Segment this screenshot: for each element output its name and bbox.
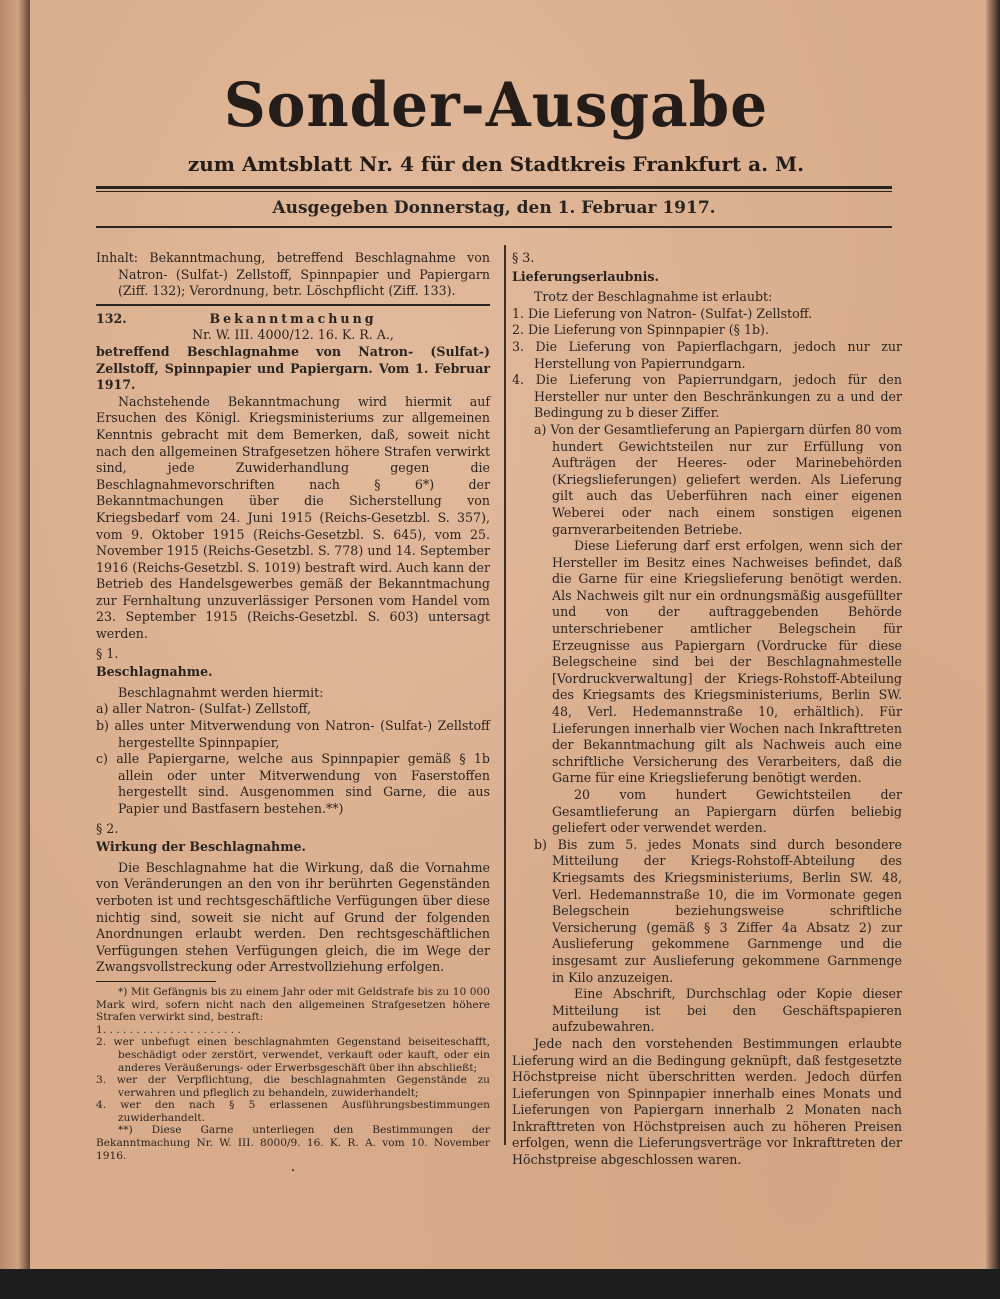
footnote-2: **) Diese Garne unterliegen den Bestimmungen der Bekanntmachung Nr. W. III. 8000/9. 16. K. R. A. vom 10. November 1916.	[96, 1124, 490, 1162]
footnote-1: *) Mit Gefängnis bis zu einem Jahr oder mit Geldstrafe bis zu 10 000 Mark wird, sofern nicht nach den allgemeinen Strafgesetzen höhere Strafen verwirkt sind, bestraft:	[96, 985, 490, 1024]
section-3-item-1: 1. Die Lieferung von Natron- (Sulfat-) Zellstoff.	[512, 305, 813, 321]
left-column	[96, 250, 490, 1175]
notice-subject: betreffend Beschlagnahme von Natron- (Sulfat-) Zellstoff, Spinnpapier und Papiergarn. Vom 1. Februar 1917.	[96, 343, 490, 393]
section-2-number: § 2.	[96, 820, 119, 836]
section-1-number: § 1.	[96, 645, 119, 661]
section-3-item-2: 2. Die Lieferung von Spinnpapier (§ 1b).	[512, 322, 769, 338]
notice-heading: Bekanntmachung	[209, 310, 377, 326]
section-1-item-b: b) alles unter Mitverwendung von Natron- (Sulfat-) Zellstoff hergestellte Spinnpapier,	[96, 718, 490, 750]
contents-rule	[96, 304, 490, 306]
masthead-rule-thin	[96, 191, 892, 192]
column-separator	[504, 245, 506, 1145]
section-3-title: Lieferungserlaubnis.	[512, 268, 659, 284]
section-3-final-paragraph: Jede nach den vorstehenden Bestimmungen erlaubte Lieferung wird an die Bedingung geknüpft, daß festgesetzte Höchstpreise nicht überschritten werden. Jedoch dürfen Lieferungen von Spinnpapier innerhalb eines Monats und Lieferungen von Papiergarn innerhalb 2 Monaten nach Inkrafttreten von Höchstpreisen auch zu höheren Preisen erfolgen, wenn die Lieferungsverträge vor Inkrafttreten der Höchstpreise abgeschlossen waren.	[512, 1035, 902, 1168]
section-3-number: § 3.	[512, 250, 535, 265]
section-1-lead: Beschlagnahmt werden hiermit:	[118, 684, 324, 700]
footnote-1-item-4: 4. wer den nach § 5 erlassenen Ausführungsbestimmungen zuwiderhandelt.	[96, 1099, 490, 1124]
dateline: Ausgegeben Donnerstag, den 1. Februar 1917.	[272, 198, 716, 218]
scan-bottom-edge	[0, 1269, 1000, 1299]
section-3-item-4b: b) Bis zum 5. jedes Monats sind durch besondere Mitteilung der Kriegs-Rohstoff-Abteilung des Kriegsamts des Kriegsministeriums, Berlin SW. 48, Verl. Hedemannstraße 10, die im Vormonate gegen Belegschein beziehungsweise schriftliche Versicherung (gemäß § 3 Ziffer 4a Absatz 2) zur Auslieferung gekommene Garnmenge und die insgesamt zur Auslieferung gekommene Garnmenge in Kilo anzuzeigen.	[534, 836, 902, 985]
notice-number: 132.	[96, 310, 127, 326]
section-3-item-4: 4. Die Lieferung von Papierrundgarn, jedoch für den Hersteller nur unter den Beschränkungen zu a und der Bedingung zu b dieser Ziffer.	[512, 372, 902, 421]
footnote-end-mark: .	[291, 1162, 295, 1175]
notice-reference: Nr. W. III. 4000/12. 16. K. R. A.,	[192, 327, 394, 343]
masthead-rule-top	[96, 186, 892, 189]
dateline-rule	[96, 226, 892, 228]
section-3-item-4b-para-2: Eine Abschrift, Durchschlag oder Kopie dieser Mitteilung ist bei den Geschäftspapieren aufzubewahren.	[552, 986, 902, 1035]
section-3-item-3: 3. Die Lieferung von Papierflachgarn, jedoch nur zur Herstellung von Papierrundgarn.	[512, 338, 902, 371]
notice-header	[96, 311, 490, 328]
section-1-title: Beschlagnahme.	[96, 664, 213, 680]
section-3-item-4a: a) Von der Gesamtlieferung an Papiergarn dürfen 80 vom hundert Gewichtsteilen nur zur Erfüllung von Aufträgen der Heeres- oder Marinebehörden (Kriegslieferungen) geliefert werden. Als Lieferung gilt auch das Ueberführen nach einer eigenen Weberei oder nach einem sonstigen eigenen garnverarbeitenden Betriebe.	[534, 421, 902, 537]
right-column	[512, 250, 902, 1169]
section-3-lead: Trotz der Beschlagnahme ist erlaubt:	[534, 289, 773, 305]
footnote-rule	[96, 981, 216, 982]
masthead-subtitle: zum Amtsblatt Nr. 4 für den Stadtkreis Frankfurt a. M.	[187, 152, 805, 176]
footnote-1-item-3: 3. wer der Verpflichtung, die beschlagnahmten Gegenstände zu verwahren und pfleglich zu behandeln, zuwiderhandelt;	[96, 1074, 490, 1099]
book-binding-edge	[0, 0, 30, 1299]
section-2-text: Die Beschlagnahme hat die Wirkung, daß die Vornahme von Veränderungen an den von ihr berührten Gegenständen verboten ist und rechtsgeschäftliche Verfügungen über diese nichtig sind, soweit sie nicht auf Grund der folgenden Anordnungen erlaubt werden. Den rechtsgeschäftlichen Verfügungen stehen Verfügungen gleich, die im Wege der Zwangsvollstreckung oder Arrestvollziehung erfolgen.	[96, 859, 490, 975]
section-1-item-a: a) aller Natron- (Sulfat-) Zellstoff,	[96, 701, 311, 717]
footnote-1-item-2: 2. wer unbefugt einen beschlagnahmten Gegenstand beiseiteschafft, beschädigt oder zerstört, verwendet, verkauft oder kauft, oder ein anderes Veräußerungs- oder Erwerbsgeschäft über ihn abschließt;	[96, 1036, 490, 1074]
masthead-title: Sonder-Ausgabe	[223, 69, 769, 141]
notice-intro: Nachstehende Bekanntmachung wird hiermit auf Ersuchen des Königl. Kriegsministeriums zur allgemeinen Kenntnis gebracht mit dem Bemerken, daß, soweit nicht nach den allgemeinen Strafgesetzen höhere Strafen verwirkt sind, jede Zuwiderhandlung gegen die Beschlagnahmevorschriften nach § 6*) der Bekanntmachungen über die Sicherstellung von Kriegsbedarf vom 24. Juni 1915 (Reichs-Gesetzbl. S. 357), vom 9. Oktober 1915 (Reichs-Gesetzbl. S. 645), vom 25. November 1915 (Reichs-Gesetzbl. S. 778) und 14. September 1916 (Reichs-Gesetzbl. S. 1019) bestraft wird. Auch kann der Betrieb des Handelsgewerbes gemäß der Bekanntmachung zur Fernhaltung unzuverlässiger Personen vom Handel vom 23. September 1915 (Reichs-Gesetzbl. S. 603) untersagt werden.	[96, 393, 490, 642]
contents-summary: Inhalt: Bekanntmachung, betreffend Beschlagnahme von Natron- (Sulfat-) Zellstoff, Spinnpapier und Papiergarn (Ziff. 132); Verordnung, betr. Löschpflicht (Ziff. 133).	[96, 250, 490, 299]
section-1-item-c: c) alle Papiergarne, welche aus Spinnpapier gemäß § 1b allein oder unter Mitverwendung von Faserstoffen hergestellt sind. Ausgenommen sind Garne, die aus Papier und Bastfasern bestehen.**)	[96, 751, 490, 816]
masthead	[96, 70, 896, 176]
footnote-1-item-1: 1. . . . . . . . . . . . . . . . . . . . .	[96, 1023, 241, 1036]
page-right-edge	[986, 0, 1000, 1299]
section-3-item-4a-para-2: Diese Lieferung darf erst erfolgen, wenn sich der Hersteller im Besitz eines Nachweises befindet, daß die Garne für eine Kriegslieferung benötigt werden. Als Nachweis gilt nur ein ordnungsmäßig ausgefüllter und von der auftraggebenden Behörde unterschriebener amtlicher Belegschein für Erzeugnisse aus Papiergarn (Vordrucke für diese Belegscheine sind bei der Beschlagnahmestelle [Vordruckverwaltung] der Kriegs-Rohstoff-Abteilung des Kriegsamts des Kriegsministeriums, Berlin SW. 48, Verl. Hedemannstraße 10, erhältlich). Für Lieferungen innerhalb vier Wochen nach Inkrafttreten der Bekanntmachung gilt als Nachweis auch eine schriftliche Versicherung des Verarbeiters, daß die Garne für eine Kriegslieferung benötigt werden.	[552, 538, 902, 786]
section-3-item-4a-para-3: 20 vom hundert Gewichtsteilen der Gesamtlieferung an Papiergarn dürfen beliebig geliefert oder verwendet werden.	[552, 787, 902, 836]
section-2-title: Wirkung der Beschlagnahme.	[96, 839, 306, 855]
